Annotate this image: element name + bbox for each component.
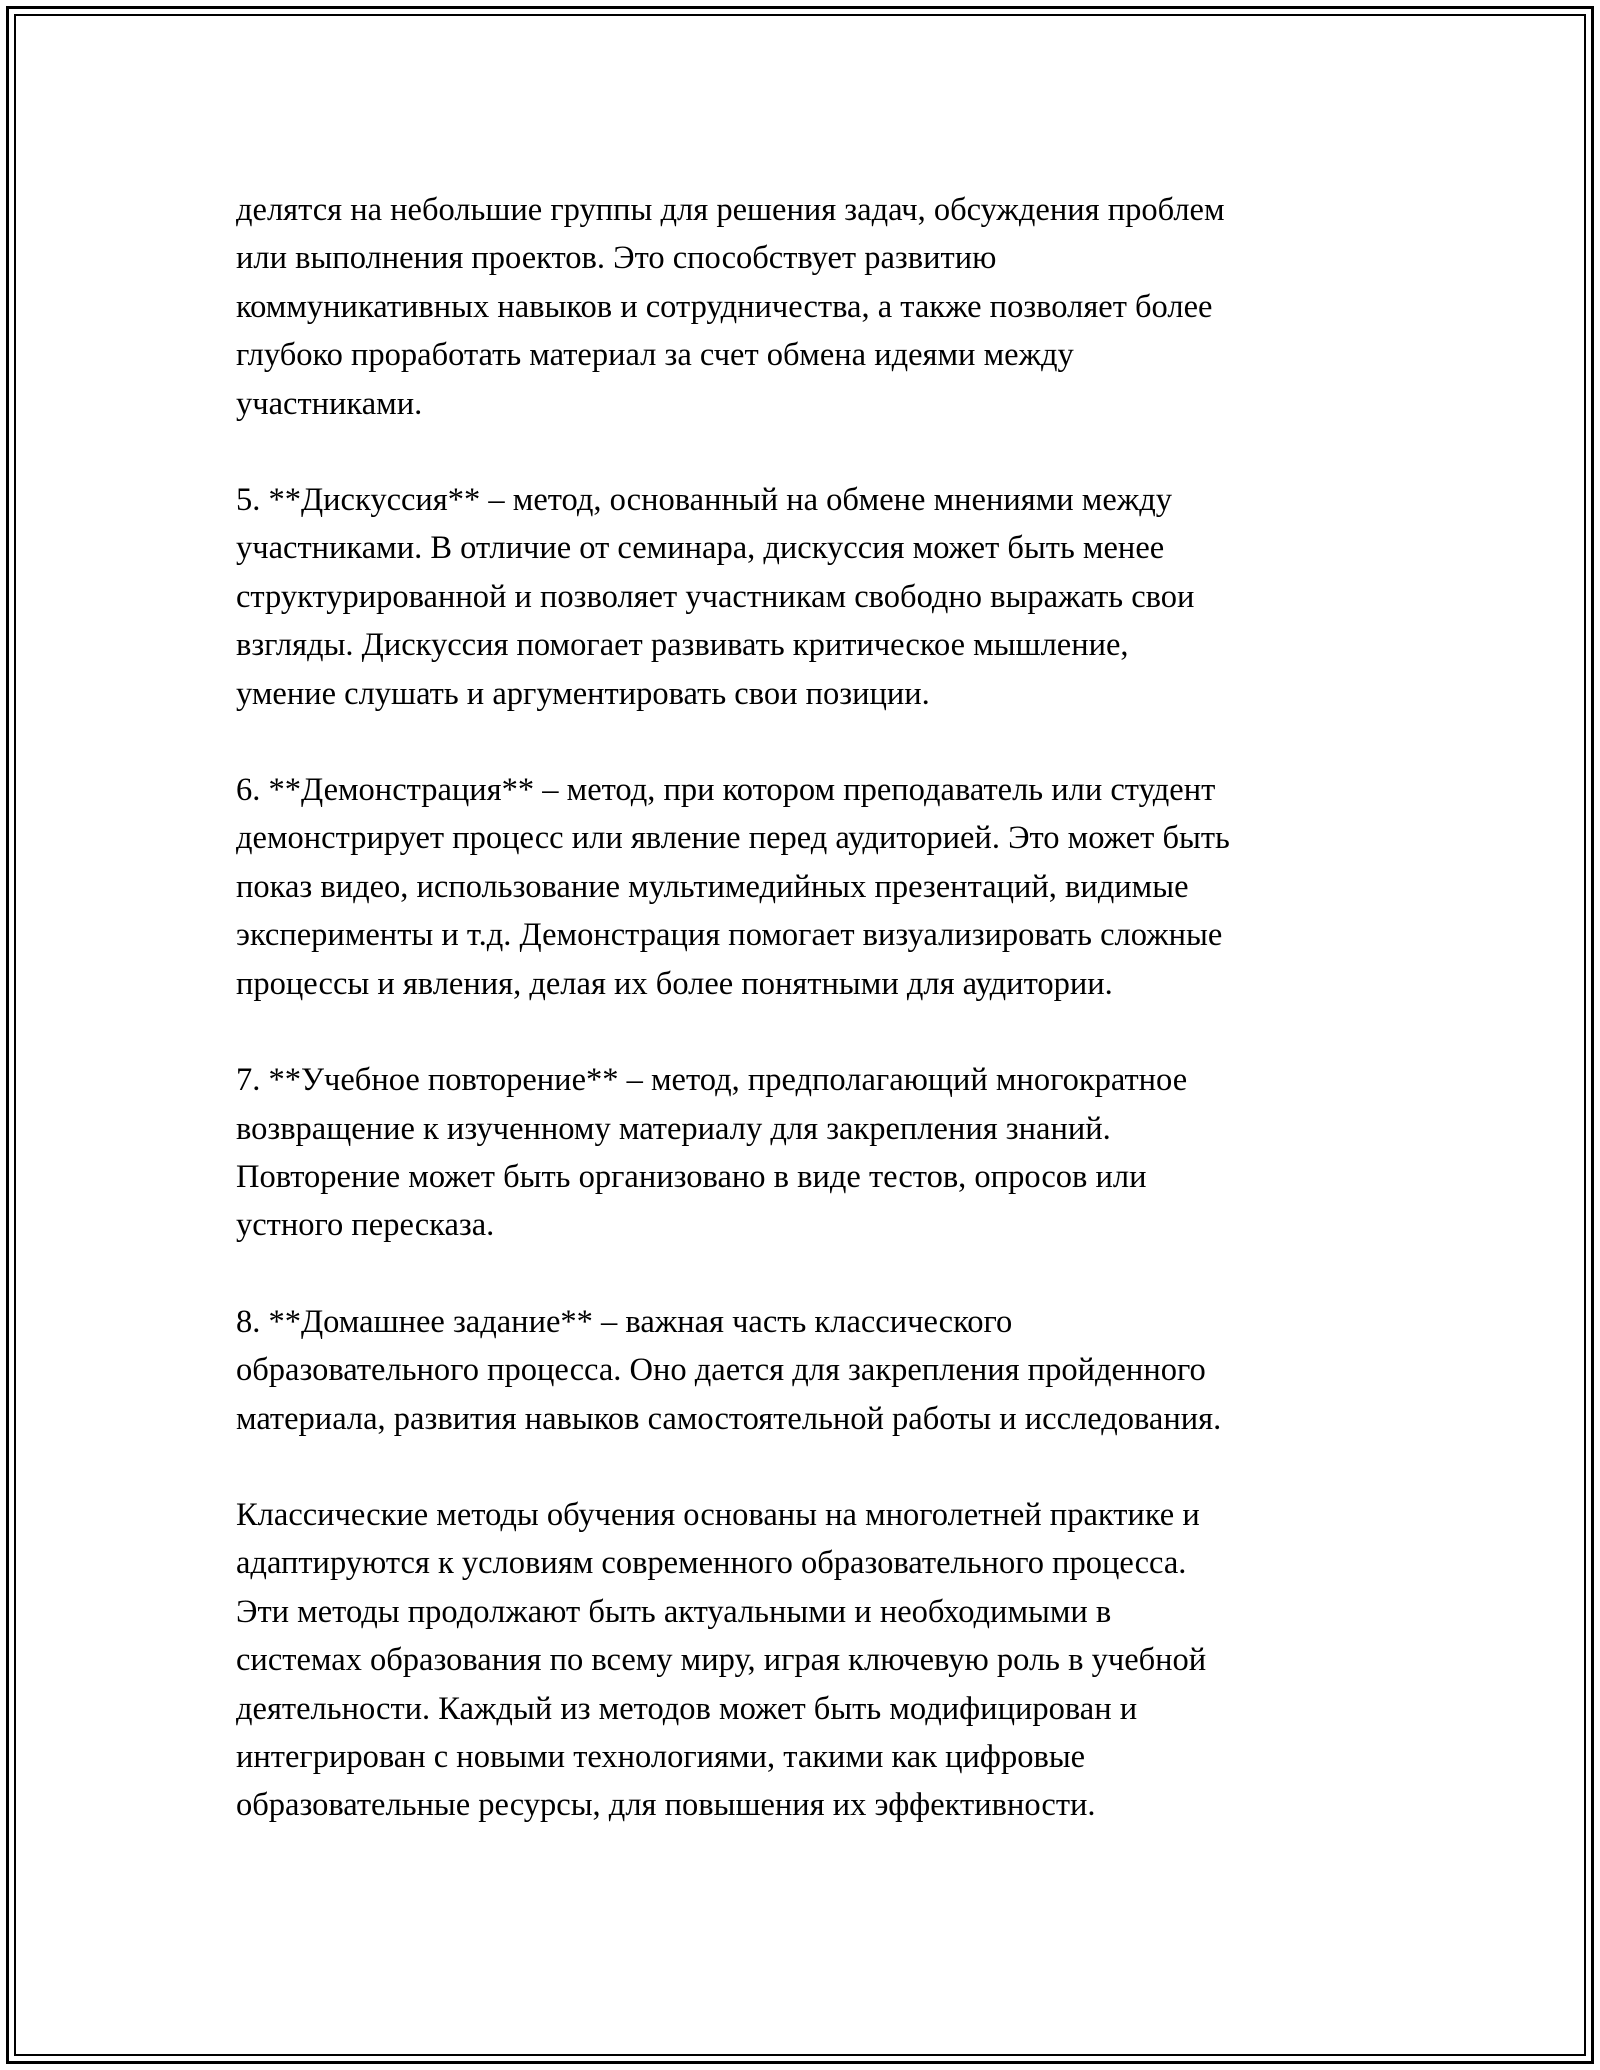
text-line: образовательного процесса. Оно дается для закрепления пройденного	[236, 1352, 1206, 1389]
text-line: 7. **Учебное повторение** – метод, предполагающий многократное	[236, 1062, 1188, 1099]
text-line: 8. **Домашнее задание** – важная часть классического	[236, 1303, 1013, 1340]
text-line: Повторение может быть организовано в виде тестов, опросов или	[236, 1158, 1147, 1195]
paragraph-item-8-homework	[236, 1298, 1376, 1443]
text-line: коммуникативных навыков и сотрудничества, а также позволяет более	[236, 288, 1213, 325]
text-line: возвращение к изученному материалу для закрепления знаний.	[236, 1110, 1111, 1147]
text-line: 5. **Дискуссия** – метод, основанный на обмене мнениями между	[236, 482, 1173, 519]
text-line: умение слушать и аргументировать свои позиции.	[236, 675, 930, 712]
text-line: 6. **Демонстрация** – метод, при котором преподаватель или студент	[236, 772, 1216, 809]
text-line: образовательные ресурсы, для повышения их эффективности.	[236, 1787, 1096, 1824]
text-line: интегрирован с новыми технологиями, такими как цифровые	[236, 1738, 1086, 1775]
text-line: показ видео, использование мультимедийных презентаций, видимые	[236, 868, 1189, 905]
paragraph-intro-continuation	[236, 186, 1376, 428]
text-line: материала, развития навыков самостоятельной работы и исследования.	[236, 1400, 1222, 1437]
text-line: Классические методы обучения основаны на многолетней практике и	[236, 1496, 1200, 1533]
text-line: взгляды. Дискуссия помогает развивать критическое мышление,	[236, 627, 1129, 664]
text-line: участниками. В отличие от семинара, дискуссия может быть менее	[236, 530, 1165, 567]
text-line: глубоко проработать материал за счет обмена идеями между	[236, 337, 1074, 374]
paragraph-item-5-discussion	[236, 476, 1376, 718]
text-line: делятся на небольшие группы для решения задач, обсуждения проблем	[236, 192, 1225, 228]
text-line: адаптируются к условиям современного образовательного процесса.	[236, 1545, 1187, 1582]
text-line: участниками.	[236, 385, 423, 422]
text-line: процессы и явления, делая их более понятными для аудитории.	[236, 965, 1113, 1002]
text-line: демонстрирует процесс или явление перед аудиторией. Это может быть	[236, 820, 1230, 857]
text-line: деятельности. Каждый из методов может быть модифицирован и	[236, 1690, 1138, 1727]
text-line: устного пересказа.	[236, 1207, 495, 1244]
paragraph-item-6-demonstration	[236, 766, 1376, 1008]
text-line: или выполнения проектов. Это способствует развитию	[236, 240, 997, 277]
paragraph-conclusion	[236, 1491, 1376, 1830]
text-line: Эти методы продолжают быть актуальными и необходимыми в	[236, 1593, 1112, 1630]
text-line: системах образования по всему миру, играя ключевую роль в учебной	[236, 1642, 1207, 1679]
document-body	[236, 186, 1376, 1830]
text-line: эксперименты и т.д. Демонстрация помогает визуализировать сложные	[236, 917, 1223, 954]
paragraph-item-7-repetition	[236, 1056, 1376, 1250]
text-line: структурированной и позволяет участникам свободно выражать свои	[236, 578, 1195, 615]
